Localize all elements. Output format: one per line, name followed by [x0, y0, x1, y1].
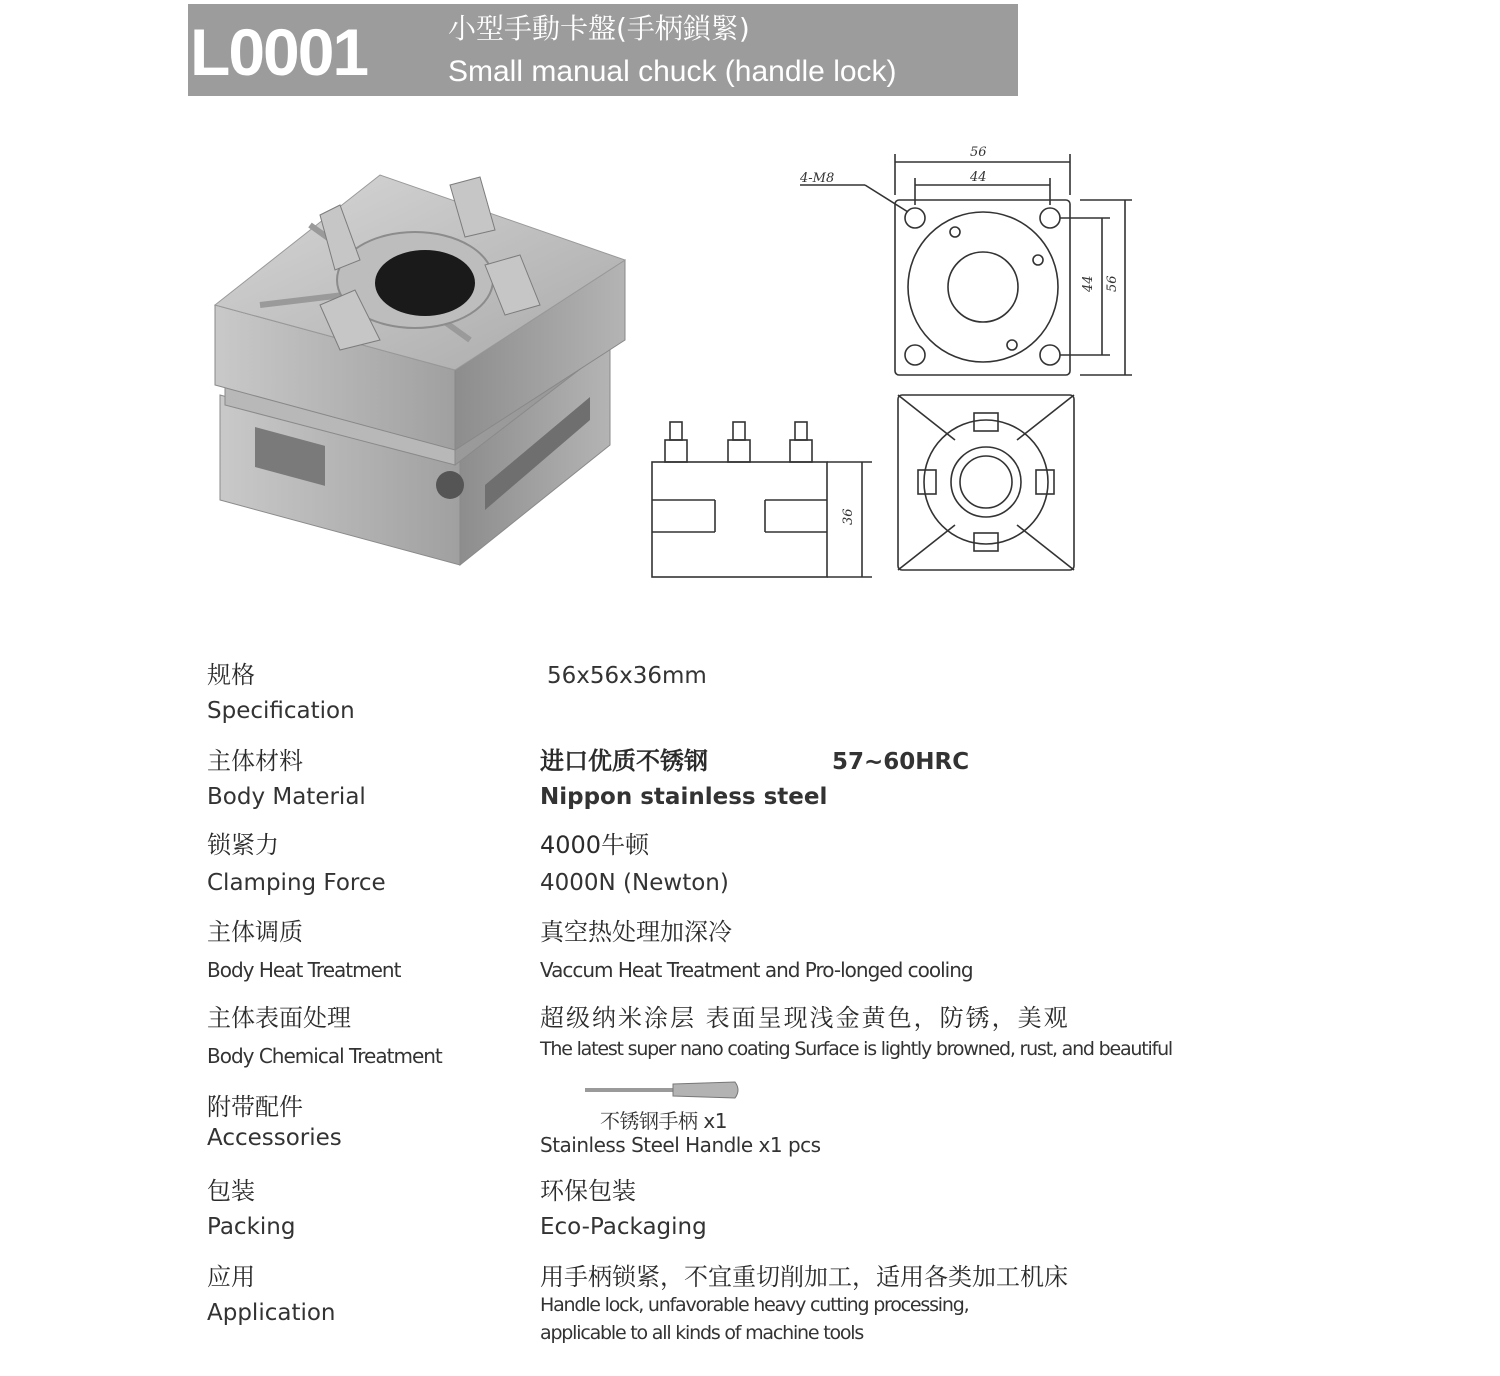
- acc-value-cn: 不锈钢手柄 x1: [600, 1109, 727, 1133]
- force-label-cn: 锁紧力: [207, 831, 279, 859]
- dim-36: 36: [841, 508, 856, 525]
- application-value-en-1: Handle lock, unfavorable heavy cutting processing,: [540, 1294, 969, 1316]
- dim-hole-note: 4-M8: [800, 171, 835, 186]
- packing-value-cn: 环保包装: [540, 1177, 636, 1205]
- product-code: L0001: [190, 15, 368, 89]
- dim-44-top: 44: [970, 170, 987, 185]
- heat-label-cn: 主体调质: [207, 918, 303, 946]
- heat-label-en: Body Heat Treatment: [207, 958, 401, 982]
- application-value-cn: 用手柄锁紧，不宜重切削加工，适用各类加工机床: [540, 1263, 1068, 1291]
- packing-label-cn: 包装: [207, 1177, 255, 1205]
- application-label-en: Application: [207, 1300, 336, 1326]
- dim-56-side: 56: [1105, 275, 1120, 292]
- chem-label-cn: 主体表面处理: [207, 1004, 351, 1032]
- application-value-en-2: applicable to all kinds of machine tools: [540, 1322, 864, 1344]
- force-value-en: 4000N (Newton): [540, 870, 729, 896]
- material-value-cn: 进口优质不锈钢: [540, 747, 708, 775]
- spec-label-cn: 规格: [207, 661, 255, 689]
- chem-value-en: The latest super nano coating Surface is lightly browned, rust, and beautiful: [540, 1038, 1172, 1060]
- acc-value-en: Stainless Steel Handle x1 pcs: [540, 1133, 821, 1157]
- dim-44-side: 44: [1081, 275, 1096, 292]
- acc-label-cn: 附带配件: [207, 1093, 303, 1121]
- dim-56-top: 56: [970, 145, 987, 160]
- packing-value-en: Eco-Packaging: [540, 1214, 707, 1240]
- material-value-en: Nippon stainless steel: [540, 784, 828, 810]
- product-title-en: Small manual chuck (handle lock): [448, 55, 897, 88]
- force-label-en: Clamping Force: [207, 870, 386, 896]
- material-hardness: 57~60HRC: [832, 749, 970, 775]
- chem-label-en: Body Chemical Treatment: [207, 1044, 442, 1068]
- spec-label-en: Specification: [207, 698, 355, 724]
- heat-value-cn: 真空热处理加深冷: [540, 918, 732, 946]
- packing-label-en: Packing: [207, 1214, 296, 1240]
- force-value-cn: 4000牛顿: [540, 831, 650, 859]
- material-label-en: Body Material: [207, 784, 366, 810]
- chem-value-cn: 超级纳米涂层 表面呈现浅金黄色，防锈，美观: [540, 1004, 1070, 1032]
- heat-value-en: Vaccum Heat Treatment and Pro-longed cooling: [540, 958, 973, 982]
- product-title-cn: 小型手動卡盤(手柄鎖緊): [448, 12, 750, 45]
- handle-icon: [585, 1080, 745, 1102]
- material-label-cn: 主体材料: [207, 747, 303, 775]
- spec-value: 56x56x36mm: [547, 663, 707, 689]
- acc-label-en: Accessories: [207, 1125, 342, 1151]
- application-label-cn: 应用: [207, 1263, 255, 1291]
